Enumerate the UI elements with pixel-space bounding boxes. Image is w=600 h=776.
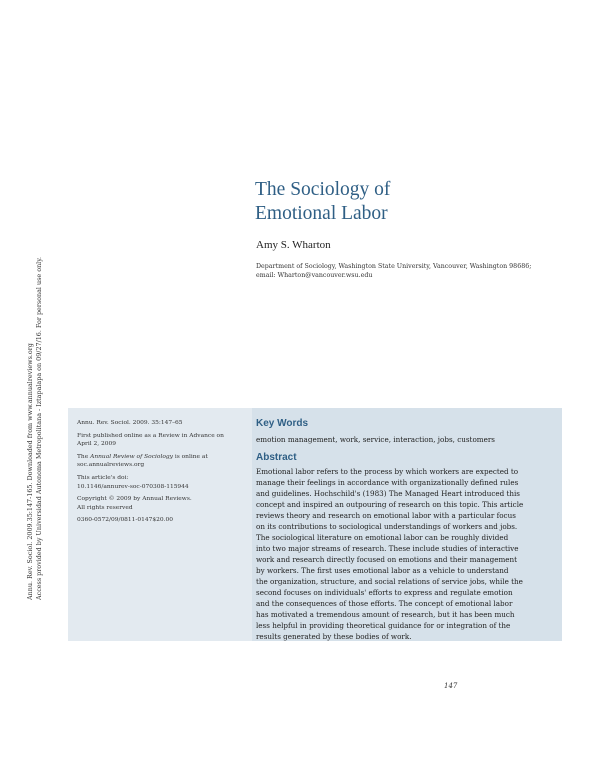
affiliation-line: Department of Sociology, Washington State University, Vancouver, Washington 98686; xyxy=(256,263,532,270)
article-title xyxy=(255,178,575,226)
abstract-line: and guidelines. Hochschild's (1983) The Managed Heart introduced this xyxy=(256,489,521,498)
online-notice xyxy=(77,453,237,462)
abstract-line: work and research directly focused on emotions and their management xyxy=(256,555,518,564)
author-affiliation xyxy=(256,262,556,280)
abstract-line: Emotional labor refers to the process by which workers are expected to xyxy=(256,467,519,476)
rights: All rights reserved xyxy=(77,504,133,511)
abstract-line: and the consequences of those efforts. The concept of emotional labor xyxy=(256,599,513,608)
doi-value: 10.1146/annurev-soc-070308-115944 xyxy=(77,483,189,490)
article-metadata xyxy=(77,419,237,529)
issn: 0360-0572/09/0811-0147$20.00 xyxy=(77,517,174,524)
keywords-heading: Key Words xyxy=(256,418,309,429)
first-published-date: April 2, 2009 xyxy=(77,441,116,448)
abstract-heading: Abstract xyxy=(256,452,297,463)
citation: Annu. Rev. Sociol. 2009. 35:147–65 xyxy=(77,420,183,426)
download-notice-line: Annu. Rev. Sociol. 2009.35:147-165. Downloaded from www.annualreviews.org xyxy=(26,343,34,600)
journal-url-link[interactable]: soc.annualreviews.org xyxy=(77,462,145,469)
author-name: Amy S. Wharton xyxy=(256,239,331,251)
keywords-list: emotion management, work, service, interaction, jobs, customers xyxy=(256,435,495,444)
title-line: The Sociology of xyxy=(255,179,391,200)
copyright: Copyright © 2009 by Annual Reviews. xyxy=(77,496,192,503)
online-prefix: The xyxy=(77,453,89,460)
access-notice-line: Access provided by Universidad Autonoma Metropolitana - Iztapalapa on 09/27/16. For personal use only. xyxy=(34,256,43,600)
abstract-line: second focuses on individuals' efforts to express and regulate emotion xyxy=(256,588,513,597)
abstract-line: less helpful in providing theoretical guidance for or integration of the xyxy=(256,621,511,630)
abstract-line: has motivated a tremendous amount of research, but it has been much xyxy=(256,610,515,619)
abstract-line: manage their feelings in accordance with organizationally defined rules xyxy=(256,478,519,487)
abstract-line: the organization, structure, and social relations of service jobs, while the xyxy=(256,577,523,586)
abstract-text xyxy=(256,466,556,642)
page-number: 147 xyxy=(444,682,458,690)
first-published: First published online as a Review in Advance on xyxy=(77,432,224,439)
abstract-line: results generated by these bodies of work. xyxy=(256,632,412,641)
abstract-line: The sociological literature on emotional labor can be roughly divided xyxy=(256,533,509,542)
abstract-line: into two major streams of research. These include studies of interactive xyxy=(256,544,519,553)
online-suffix: is online at xyxy=(174,453,208,460)
abstract-line: by workers. The first uses emotional labor as a vehicle to understand xyxy=(256,566,509,575)
abstract-line: reviews theory and research on emotional labor with a particular focus xyxy=(256,511,516,520)
doi-label: This article's doi: xyxy=(77,474,129,481)
abstract-line: concept and inspired an outpouring of research on this topic. This article xyxy=(256,500,524,509)
download-notice xyxy=(26,205,60,600)
journal-name: Annual Review of Sociology xyxy=(90,453,173,460)
title-line: Emotional Labor xyxy=(255,203,388,224)
affiliation-email: email: Wharton@vancouver.wsu.edu xyxy=(256,272,373,279)
abstract-line: on its contributions to sociological understandings of workers and jobs. xyxy=(256,522,518,531)
